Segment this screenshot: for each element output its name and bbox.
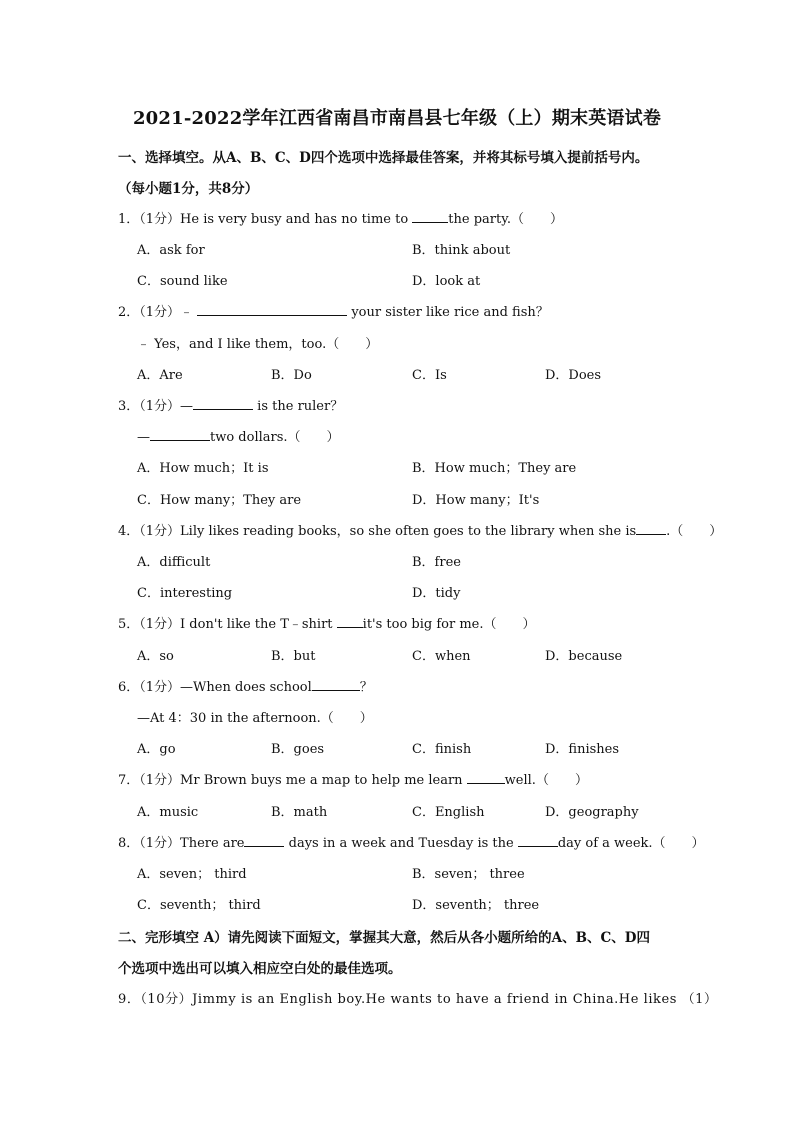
question-3	[118, 395, 343, 414]
q3-option-c: C．How many；They are	[137, 493, 302, 508]
question-1	[118, 208, 563, 227]
question-2-pre: 2．（1分）﹣	[118, 305, 198, 320]
q3-option-b: B．How much；They are	[412, 461, 577, 476]
question-6-line2: —At 4：30 in the afternoon.（ ）	[137, 711, 373, 726]
q2-option-d: D．Does	[545, 368, 602, 383]
question-7-post: well.（ ）	[504, 773, 588, 788]
answer-blank	[636, 522, 666, 535]
question-6-pre: 6．（1分）—When does school	[118, 680, 312, 695]
question-8-mid: days in a week and Tuesday is the	[284, 836, 518, 851]
q3-option-a: A．How much；It is	[137, 461, 269, 476]
q1-option-c: C．sound like	[137, 274, 228, 289]
q8-option-a: A．seven； third	[137, 867, 247, 882]
question-1-post: the party.（ ）	[448, 212, 563, 227]
question-8-pre: 8．（1分）There are	[118, 836, 245, 851]
answer-blank	[312, 678, 360, 691]
question-5-pre: 5．（1分）I don't like the T﹣shirt	[118, 617, 337, 632]
q4-option-b: B．free	[412, 555, 461, 570]
q5-option-d: D．because	[545, 649, 623, 664]
question-8	[118, 832, 705, 851]
section1-heading-line2: （每小题1分，共8分）	[118, 181, 259, 197]
question-5	[118, 613, 536, 632]
question-1-pre: 1．（1分）He is very busy and has no time to	[118, 212, 413, 227]
q6-option-c: C．finish	[412, 742, 472, 757]
q6-option-b: B．goes	[271, 742, 325, 757]
q8-option-c: C．seventh； third	[137, 898, 261, 913]
q4-option-d: D．tidy	[412, 586, 461, 601]
q7-option-a: A．music	[137, 805, 199, 820]
question-6-post: ？	[359, 680, 373, 695]
question-4-post: .（ ）	[666, 524, 723, 539]
q1-option-d: D．look at	[412, 274, 481, 289]
q2-option-c: C．Is	[412, 368, 447, 383]
question-6	[118, 676, 373, 695]
q3-option-d: D．How many；It's	[412, 493, 540, 508]
q2-option-b: B．Do	[271, 368, 312, 383]
answer-blank	[150, 428, 210, 441]
q7-option-d: D．geography	[545, 805, 639, 820]
question-2-post: your sister like rice and fish？	[347, 305, 549, 320]
q4-option-c: C．interesting	[137, 586, 233, 601]
q6-option-d: D．finishes	[545, 742, 620, 757]
answer-blank	[337, 615, 363, 628]
section1-heading-line1: 一、选择填空。从A、B、C、D四个选项中选择最佳答案，并将其标号填入提前括号内。	[118, 150, 649, 166]
question-3-post: is the ruler？	[253, 399, 344, 414]
question-4	[118, 520, 722, 539]
answer-blank	[193, 397, 253, 410]
q6-option-a: A．go	[137, 742, 176, 757]
q5-option-a: A．so	[137, 649, 174, 664]
answer-blank	[197, 303, 347, 316]
q1-option-b: B．think about	[412, 243, 511, 258]
answer-blank	[467, 771, 505, 784]
question-4-pre: 4．（1分）Lily likes reading books，so she often goes to the library when she is	[118, 524, 637, 539]
question-3-pre: 3．（1分）—	[118, 399, 194, 414]
q7-option-c: C．English	[412, 805, 485, 820]
question-9: 9．（10分）Jimmy is an English boy.He wants to have a friend in China.He likes （1）	[118, 992, 718, 1007]
question-2-line2: ﹣ Yes，and I like them，too.（ ）	[137, 337, 379, 352]
answer-blank	[244, 834, 284, 847]
question-7	[118, 769, 588, 788]
q5-option-b: B．but	[271, 649, 316, 664]
q5-option-c: C．when	[412, 649, 471, 664]
q8-option-b: B．seven； three	[412, 867, 525, 882]
question-2	[118, 301, 549, 320]
q1-option-a: A．ask for	[137, 243, 205, 258]
question-8-post: day of a week.（ ）	[557, 836, 705, 851]
answer-blank	[412, 210, 448, 223]
section2-heading-line1: 二、完形填空 A）请先阅读下面短文，掌握其大意，然后从各小题所给的A、B、C、D四	[118, 930, 651, 946]
page-title: 2021-2022学年江西省南昌市南昌县七年级（上）期末英语试卷	[132, 108, 662, 129]
q4-option-a: A．difficult	[137, 555, 211, 570]
answer-blank	[518, 834, 558, 847]
q2-option-a: A．Are	[137, 368, 183, 383]
question-3-line2-post: two dollars.（ ）	[210, 430, 340, 445]
question-3-line2-pre: —	[137, 430, 150, 445]
question-3-line2	[137, 426, 340, 445]
question-7-pre: 7．（1分）Mr Brown buys me a map to help me learn	[118, 773, 467, 788]
section2-heading-line2: 个选项中选出可以填入相应空白处的最佳选项。	[118, 961, 402, 977]
question-5-post: it's too big for me.（ ）	[362, 617, 536, 632]
q7-option-b: B．math	[271, 805, 328, 820]
q8-option-d: D．seventh； three	[412, 898, 540, 913]
